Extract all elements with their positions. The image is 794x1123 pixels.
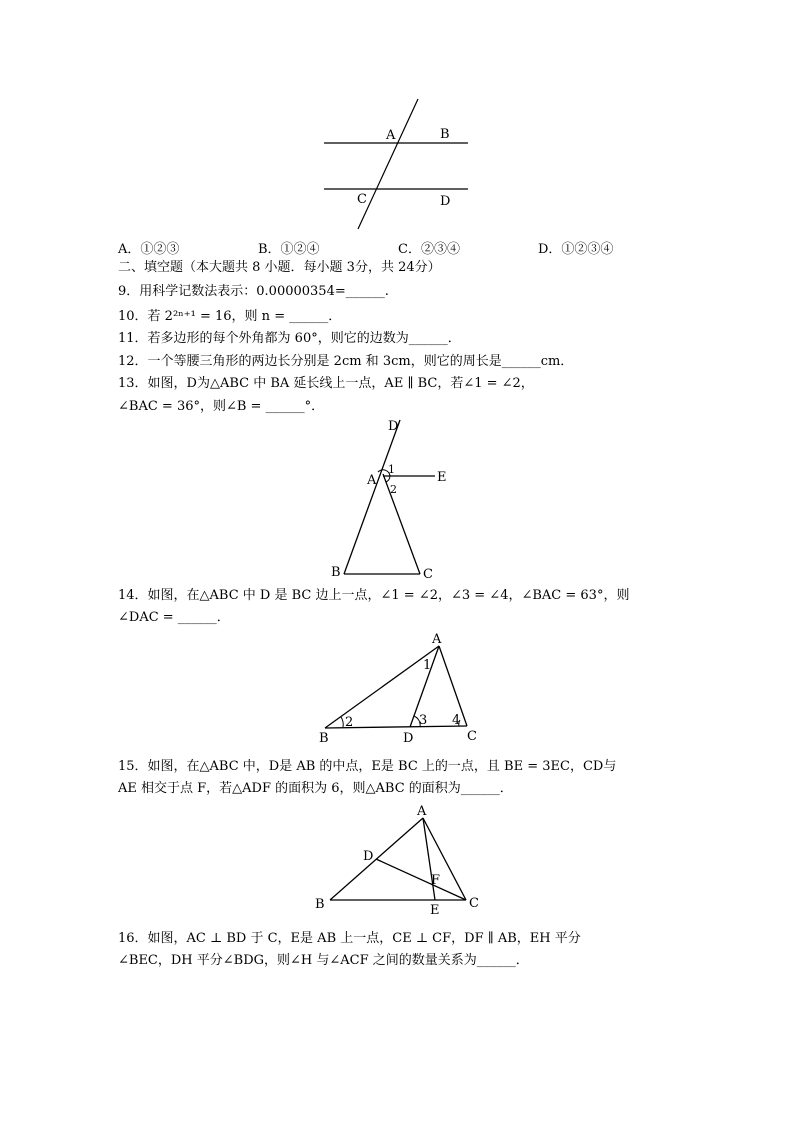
fig14-label-B: B	[319, 731, 329, 746]
fig13-label-A: A	[367, 473, 377, 488]
question-13-line2: ∠BAC = 36°，则∠B = ______°．	[118, 399, 325, 414]
question-13-line1: 13．如图，D为△ABC 中 BA 延长线上一点，AE ∥ BC，若∠1 = ∠2，	[118, 376, 534, 391]
segment-AC	[383, 474, 420, 574]
question-10: 10．若 2²ⁿ⁺¹ = 16，则 n = ______．	[118, 309, 342, 324]
question-12: 12．一个等腰三角形的两边长分别是 2cm 和 3cm，则它的周长是______cm．	[118, 354, 574, 369]
figure-parallel-lines	[318, 95, 478, 235]
angle-2-arc	[386, 476, 390, 482]
fig13-label-D: D	[388, 419, 399, 434]
fig14-label-C: C	[467, 729, 477, 744]
question-15-line2: AE 相交于点 F，若△ADF 的面积为 6，则△ABC 的面积为______．	[118, 781, 513, 796]
label-C: C	[357, 192, 367, 207]
question-16-line2: ∠BEC，DH 平分∠BDG，则∠H 与∠ACF 之间的数量关系为______．	[118, 953, 529, 968]
figure-15	[310, 800, 490, 920]
fig13-label-1: 1	[388, 463, 395, 476]
label-D: D	[440, 194, 451, 209]
fig13-label-B: B	[331, 565, 341, 580]
fig15-label-D: D	[363, 849, 374, 864]
fig15-label-A: A	[417, 804, 427, 819]
option-b: B．①②④	[258, 242, 320, 257]
question-9: 9．用科学记数法表示：0.00000354=______.	[118, 284, 389, 299]
figure-13	[325, 418, 460, 583]
question-11: 11．若多边形的每个外角都为 60°，则它的边数为______．	[118, 331, 461, 346]
transversal-line	[358, 99, 418, 229]
fig14-label-4: 4	[452, 713, 461, 728]
fig14-label-1: 1	[423, 658, 432, 673]
fig15-label-E: E	[430, 903, 440, 918]
question-15-line1: 15．如图，在△ABC 中，D是 AB 的中点，E是 BC 上的一点，且 BE = 3EC，CD与	[118, 759, 617, 774]
fig15-label-F: F	[431, 873, 441, 888]
fig15-label-C: C	[469, 896, 479, 911]
question-14-line2: ∠DAC = ______．	[118, 610, 230, 625]
label-B: B	[440, 127, 450, 142]
fig13-label-C: C	[423, 567, 433, 582]
section2-header: 二、填空题（本大题共 8 小题．每小题 3分，共 24分）	[118, 260, 441, 275]
segment-DC	[376, 859, 466, 900]
fig13-label-2: 2	[390, 483, 397, 496]
fig14-label-2: 2	[345, 715, 354, 730]
option-d: D．①②③④	[538, 242, 614, 257]
figure-14	[315, 628, 485, 748]
angle-2-arc	[341, 717, 343, 727]
fig14-label-3: 3	[419, 713, 428, 728]
q8-options	[118, 238, 678, 257]
fig14-label-A: A	[432, 632, 442, 647]
fig15-label-B: B	[315, 897, 325, 912]
fig14-label-D: D	[403, 731, 414, 746]
question-16-line1: 16．如图，AC ⊥ BD 于 C，E是 AB 上一点，CE ⊥ CF，DF ∥ AB，EH 平分	[118, 931, 581, 946]
question-14-line1: 14．如图，在△ABC 中 D 是 BC 边上一点，∠1 = ∠2，∠3 = ∠4，∠BAC = 63°，则	[118, 588, 630, 603]
option-a: A．①②③	[118, 242, 180, 257]
fig13-label-E: E	[437, 470, 447, 485]
label-A: A	[386, 128, 396, 143]
option-c: C．②③④	[398, 242, 460, 257]
